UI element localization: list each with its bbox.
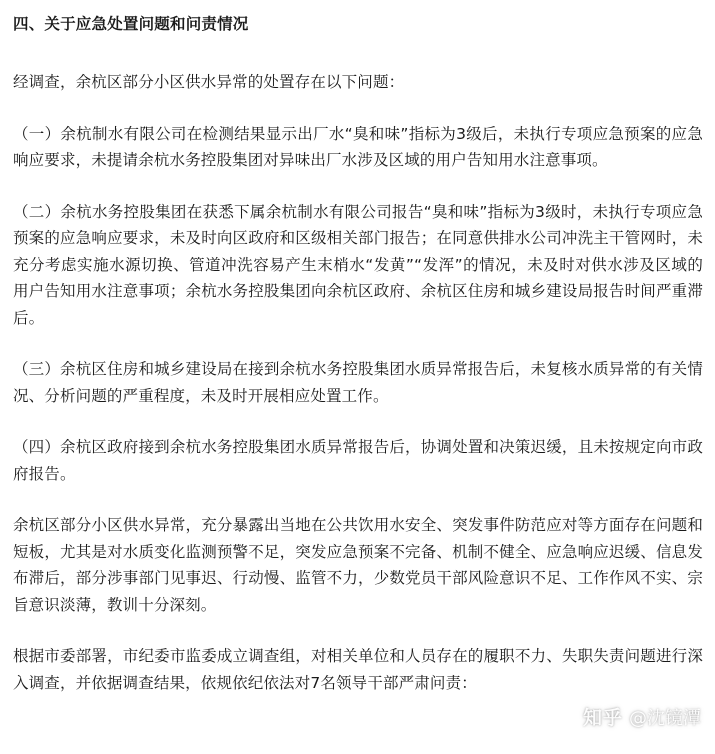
accountability-paragraph: 根据市委部署，市纪委市监委成立调查组，对相关单位和人员存在的履职不力、失职失责问题进行深入调查，并依据调查结果，依规依纪依法对7名领导干部严肃问责： — [13, 647, 703, 692]
paragraph-item-4: （四）余杭区政府接到余杭水务控股集团水质异常报告后，协调处置和决策迟缓，且未按规定向市政府报告。 — [13, 438, 703, 483]
watermark-author: @沈镜潭 — [629, 707, 701, 729]
intro-paragraph: 经调查，余杭区部分小区供水异常的处置存在以下问题： — [13, 73, 405, 91]
article-body — [13, 0, 703, 696]
watermark-brand: 知乎 — [582, 707, 623, 729]
paragraph-item-1: （一）余杭制水有限公司在检测结果显示出厂水“臭和味”指标为3级后，未执行专项应急预案的应急响应要求，未提请余杭水务控股集团对异味出厂水涉及区域的用户告知用水注意事项。 — [13, 124, 703, 169]
paragraph-item-2: （二）余杭水务控股集团在获悉下属余杭制水有限公司报告“臭和味”指标为3级时，未执行专项应急预案的应急响应要求，未及时向区政府和区级相关部门报告；在同意供排水公司冲洗主干管网时，未充分考虑实施水源切换、管道冲洗容易产生末梢水“发黄”“发浑”的情况，未及时对供水涉及区域的用户告知用水注意事项；余杭水务控股集团向余杭区政府、余杭区住房和城乡建设局报告时间严重滞后。 — [13, 202, 703, 327]
paragraph-item-3: （三）余杭区住房和城乡建设局在接到余杭水务控股集团水质异常报告后，未复核水质异常的有关情况、分析问题的严重程度，未及时开展相应处置工作。 — [13, 360, 703, 405]
section-heading: 四、关于应急处置问题和问责情况 — [13, 15, 249, 33]
watermark — [583, 703, 701, 730]
summary-paragraph: 余杭区部分小区供水异常，充分暴露出当地在公共饮用水安全、突发事件防范应对等方面存在问题和短板，尤其是对水质变化监测预警不足，突发应急预案不完备、机制不健全、应急响应迟缓、信息发布滞后，部分涉事部门见事迟、行动慢、监管不力，少数党员干部风险意识不足、工作作风不实、宗旨意识淡薄，教训十分深刻。 — [13, 516, 703, 614]
